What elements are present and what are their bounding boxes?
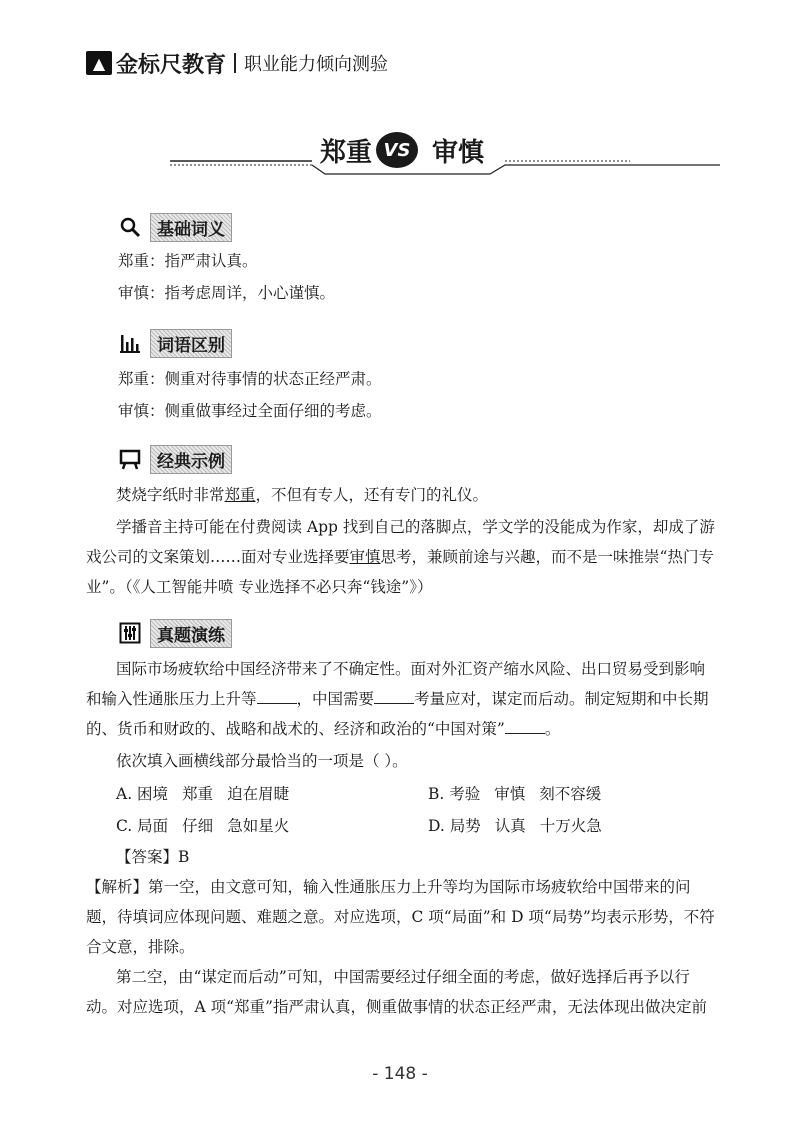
definition-line: 郑重：指严肃认真。 [118, 252, 258, 270]
page-number: - 148 - [372, 1064, 428, 1084]
sliders-icon [118, 621, 142, 645]
option-a [116, 782, 303, 804]
question-text: 国际市场疲软给中国经济带来了不确定性。面对外汇资产缩水风险、出口贸易受到影响和输入性通胀压力上升等 [86, 660, 706, 708]
option-b [428, 782, 615, 804]
option-c [116, 814, 303, 836]
building-logo-icon: ▲ [86, 51, 112, 75]
title-banner [160, 118, 720, 188]
header-subtitle: 职业能力倾向测验 [244, 54, 389, 75]
example-keyword: 郑重 [224, 486, 256, 504]
section-basic-meaning [118, 214, 232, 240]
vs-badge: VS [376, 132, 418, 168]
example-text: 学播音主持可能在付费阅读 App 找到自己的落脚点，学文学的没能成为作家，却成了游戏公司的文案策划……面对专业选择要 [86, 518, 715, 566]
example-sentence [86, 512, 716, 602]
search-icon [118, 215, 142, 239]
analysis-paragraph: 【解析】第一空，由文意可知，输入性通胀压力上升等均为国际市场疲软给中国带来的问题，待填词应体现问题、难题之意。对应选项，C 项“局面”和 D 项“局势”均表示形势，不符合文意，排除。 [86, 878, 715, 956]
section-label: 基础词义 [150, 213, 232, 242]
option-text: A. 困境 [116, 785, 169, 803]
section-label: 经典示例 [150, 445, 232, 474]
example-keyword: 审慎 [349, 548, 381, 566]
presentation-icon [118, 447, 142, 471]
page-header [86, 48, 388, 78]
section-practice [118, 620, 232, 646]
option-text: D. 局势 [428, 817, 481, 835]
fill-blank [374, 689, 414, 704]
question-text: ，中国需要 [296, 690, 375, 708]
example-text: 焚烧字纸时非常 [116, 486, 225, 504]
option-text: 审慎 [494, 785, 526, 803]
option-text: 迫在眉睫 [227, 785, 290, 803]
brand-name: 金标尺教育 [116, 52, 227, 78]
header-divider [234, 53, 236, 73]
title-word-left: 郑重 [320, 138, 373, 168]
definition-line: 审慎：指考虑周详，小心谨慎。 [118, 284, 336, 302]
difference-line: 郑重：侧重对待事情的状态正经严肃。 [118, 370, 382, 388]
option-text: 刻不容缓 [539, 785, 602, 803]
fill-blank [257, 689, 297, 704]
example-text: ，不但有专人，还有专门的礼仪。 [255, 486, 489, 504]
question-stem [86, 654, 716, 744]
example-text: 思考，兼顾前途与兴趣，而不是一味推崇“热门专业”。（《人工智能井喷 专业选择不必只奔“钱途”》） [86, 548, 714, 596]
option-text: B. 考验 [428, 785, 481, 803]
bar-chart-icon [118, 331, 142, 355]
answer-line: 【答案】B [116, 848, 190, 866]
analysis-paragraph: 第二空，由“谋定而后动”可知，中国需要经过仔细全面的考虑，做好选择后再予以行动。对应选项，A 项“郑重”指严肃认真，侧重做事情的状态正经严肃，无法体现出做决定前 [86, 968, 707, 1016]
difference-line: 审慎：侧重做事经过全面仔细的考虑。 [118, 402, 382, 420]
option-text: 认真 [494, 817, 526, 835]
question-text: 。 [544, 720, 561, 738]
option-text: 郑重 [182, 785, 214, 803]
section-word-difference [118, 330, 232, 356]
option-text: C. 局面 [116, 817, 169, 835]
question-text: 考量应对，谋定而后动。制定短期和中长期的、货币和财政的、战略和战术的、经济和政治的“中国对策” [86, 690, 709, 738]
fill-blank [505, 719, 545, 734]
section-label: 真题演练 [150, 619, 232, 648]
question-prompt: 依次填入画横线部分最恰当的一项是（ ）。 [116, 752, 408, 770]
title-word-right: 审慎 [432, 138, 485, 168]
section-classic-examples [118, 446, 232, 472]
option-text: 急如星火 [227, 817, 290, 835]
option-text: 十万火急 [539, 817, 602, 835]
section-label: 词语区别 [150, 329, 232, 358]
example-sentence [86, 480, 716, 510]
option-text: 仔细 [182, 817, 214, 835]
option-d [428, 814, 616, 836]
